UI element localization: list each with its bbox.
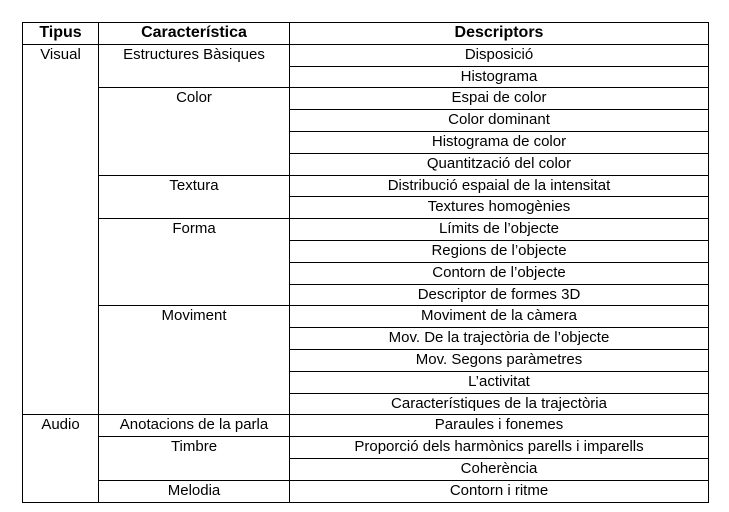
descriptor-cell: Coherència xyxy=(290,458,709,480)
descriptor-cell: Regions de l’objecte xyxy=(290,240,709,262)
tipus-cell xyxy=(23,371,99,393)
descriptor-cell: Mov. De la trajectòria de l’objecte xyxy=(290,328,709,350)
caracteristica-cell xyxy=(99,197,290,219)
tipus-cell xyxy=(23,262,99,284)
tipus-cell: Audio xyxy=(23,415,99,437)
tipus-cell xyxy=(23,284,99,306)
tipus-cell xyxy=(23,197,99,219)
table-row xyxy=(23,262,709,284)
descriptor-cell: Distribució espaial de la intensitat xyxy=(290,175,709,197)
table-row xyxy=(23,306,709,328)
table-row xyxy=(23,284,709,306)
table-row xyxy=(23,197,709,219)
header-descriptors: Descriptors xyxy=(290,23,709,45)
caracteristica-cell xyxy=(99,240,290,262)
descriptor-cell: Proporció dels harmònics parells i imparells xyxy=(290,437,709,459)
descriptor-cell: Histograma de color xyxy=(290,131,709,153)
caracteristica-cell xyxy=(99,371,290,393)
table-row xyxy=(23,131,709,153)
table-row xyxy=(23,66,709,88)
caracteristica-cell: Estructures Bàsiques xyxy=(99,44,290,66)
caracteristica-cell xyxy=(99,153,290,175)
caracteristica-cell: Color xyxy=(99,88,290,110)
descriptor-cell: Color dominant xyxy=(290,110,709,132)
table-row xyxy=(23,458,709,480)
tipus-cell xyxy=(23,88,99,110)
table-row xyxy=(23,175,709,197)
table-row xyxy=(23,219,709,241)
tipus-cell xyxy=(23,110,99,132)
caracteristica-cell: Anotacions de la parla xyxy=(99,415,290,437)
caracteristica-cell xyxy=(99,349,290,371)
tipus-cell xyxy=(23,66,99,88)
descriptor-cell: Moviment de la càmera xyxy=(290,306,709,328)
descriptor-cell: Quantització del color xyxy=(290,153,709,175)
table-row xyxy=(23,415,709,437)
tipus-cell: Visual xyxy=(23,44,99,66)
tipus-cell xyxy=(23,240,99,262)
caracteristica-cell xyxy=(99,458,290,480)
tipus-cell xyxy=(23,349,99,371)
caracteristica-cell: Timbre xyxy=(99,437,290,459)
table-row xyxy=(23,44,709,66)
caracteristica-cell xyxy=(99,328,290,350)
caracteristica-cell: Forma xyxy=(99,219,290,241)
descriptor-cell: Espai de color xyxy=(290,88,709,110)
caracteristica-cell: Textura xyxy=(99,175,290,197)
descriptor-cell: Disposició xyxy=(290,44,709,66)
table-row xyxy=(23,393,709,415)
tipus-cell xyxy=(23,328,99,350)
caracteristica-cell xyxy=(99,262,290,284)
tipus-cell xyxy=(23,480,99,502)
descriptor-cell: Textures homogènies xyxy=(290,197,709,219)
table-row xyxy=(23,110,709,132)
caracteristica-cell: Melodia xyxy=(99,480,290,502)
caracteristica-cell xyxy=(99,131,290,153)
table-row xyxy=(23,88,709,110)
header-caracteristica: Característica xyxy=(99,23,290,45)
descriptor-cell: Descriptor de formes 3D xyxy=(290,284,709,306)
tipus-cell xyxy=(23,458,99,480)
descriptor-cell: Contorn i ritme xyxy=(290,480,709,502)
table-row xyxy=(23,437,709,459)
tipus-cell xyxy=(23,306,99,328)
table-row xyxy=(23,328,709,350)
descriptor-cell: Contorn de l’objecte xyxy=(290,262,709,284)
table-row xyxy=(23,371,709,393)
header-tipus: Tipus xyxy=(23,23,99,45)
tipus-cell xyxy=(23,131,99,153)
tipus-cell xyxy=(23,175,99,197)
table-row xyxy=(23,153,709,175)
table-header-row xyxy=(23,23,709,45)
descriptor-cell: Límits de l’objecte xyxy=(290,219,709,241)
caracteristica-cell xyxy=(99,393,290,415)
caracteristica-cell xyxy=(99,284,290,306)
table-row xyxy=(23,349,709,371)
table-row xyxy=(23,480,709,502)
table-row xyxy=(23,240,709,262)
descriptor-cell: Histograma xyxy=(290,66,709,88)
descriptor-cell: L’activitat xyxy=(290,371,709,393)
descriptors-table xyxy=(22,22,709,503)
tipus-cell xyxy=(23,153,99,175)
caracteristica-cell xyxy=(99,110,290,132)
descriptor-cell: Característiques de la trajectòria xyxy=(290,393,709,415)
descriptor-cell: Mov. Segons paràmetres xyxy=(290,349,709,371)
caracteristica-cell xyxy=(99,66,290,88)
tipus-cell xyxy=(23,437,99,459)
tipus-cell xyxy=(23,393,99,415)
caracteristica-cell: Moviment xyxy=(99,306,290,328)
tipus-cell xyxy=(23,219,99,241)
descriptor-cell: Paraules i fonemes xyxy=(290,415,709,437)
